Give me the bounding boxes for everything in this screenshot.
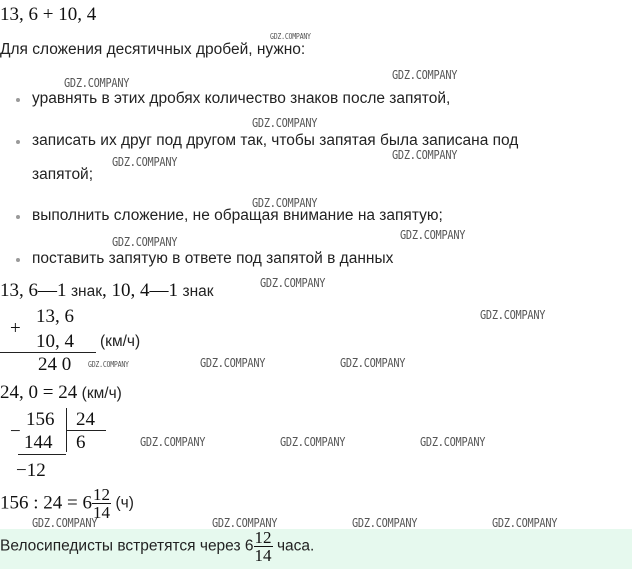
divisor: 24 [76,409,95,430]
watermark: GDZ.COMPANY [112,154,178,169]
bullet-icon [16,98,20,102]
watermark: GDZ.COMPANY [112,234,178,249]
result-unit: (ч) [115,494,134,512]
addition-unit: (км/ч) [100,333,141,350]
remainder: −12 [16,460,46,481]
watermark: GDZ.COMPANY [280,434,346,449]
list-item: записать их друг под другом так, чтобы запятая была записана под [32,132,519,149]
addend-bottom: 10, 4 [36,331,74,352]
watermark: GDZ.COMPANY [420,434,486,449]
addend-top: 13, 6 [36,306,74,327]
divisor-rule [66,430,106,431]
watermark: GDZ.COMPANY [492,515,558,530]
watermark: GDZ.COMPANY [200,355,266,370]
watermark: GDZ.COMPANY [392,67,458,82]
signs-expr-b: , 10, 4—1 [102,280,179,301]
fraction-numerator: 12 [254,528,272,547]
addition-rule [0,352,96,353]
watermark: GDZ.COMPANY [140,434,206,449]
addition-result: 24 0 [38,354,72,375]
quotient: 6 [76,432,86,453]
division-minus: − [10,421,21,442]
list-item-continuation: запятой; [32,166,94,183]
watermark: GDZ.COMPANY [260,275,326,290]
header-expression: 13, 6 + 10, 4 [0,4,97,25]
intro-text: Для сложения десятичных дробей, нужно: [0,41,306,58]
subtrahend: 144 [24,432,53,453]
fraction-denominator: 14 [254,546,272,565]
fraction-denominator: 14 [93,503,110,522]
watermark: GDZ.COMPANY [212,515,278,530]
watermark: GDZ.COMPANY [340,355,406,370]
signs-line [0,280,214,302]
bullet-icon [16,215,20,219]
answer-fraction [254,529,273,564]
signs-expr-a: 13, 6—1 [0,280,67,301]
list-item: уравнять в этих дробях количество знаков после запятой, [32,90,451,107]
list-item: поставить запятую в ответе под запятой в данных [32,250,394,267]
signs-label-a: знак [70,283,103,300]
fraction-numerator: 12 [93,485,110,504]
watermark: GDZ.COMPANY [32,515,98,530]
answer-line [0,529,314,564]
watermark: GDZ.COMPANY [252,195,318,210]
bullet-icon [16,258,20,262]
bullet-icon [16,140,20,144]
speed-expr: 24, 0 = 24 [0,382,78,403]
watermark: GDZ.COMPANY [392,147,458,162]
watermark: GDZ.COMPANY [270,32,311,41]
watermark: GDZ.COMPANY [480,307,546,322]
plus-sign: + [10,318,21,339]
watermark: GDZ.COMPANY [252,115,318,130]
answer-text: Велосипедисты встретятся через 6 [0,537,254,555]
answer-suffix: часа. [276,537,315,555]
speed-unit: (км/ч) [81,385,122,402]
signs-label-b: знак [182,283,214,300]
subtraction-rule [18,454,66,455]
answer-band [0,529,632,569]
watermark: GDZ.COMPANY [64,75,130,90]
speed-line [0,382,122,404]
list-item: выполнить сложение, не обращая внимание на запятую; [32,207,443,224]
dividend: 156 [26,409,55,430]
result-expr: 156 : 24 = 6 [0,492,92,514]
watermark: GDZ.COMPANY [400,227,466,242]
watermark: GDZ.COMPANY [88,360,129,369]
watermark: GDZ.COMPANY [352,515,418,530]
